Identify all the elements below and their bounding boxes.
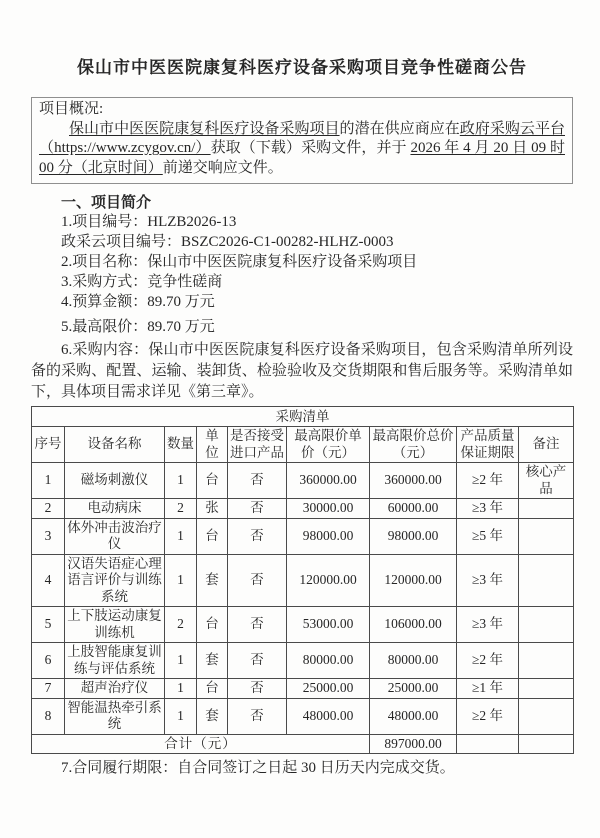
table-cell: 超声治疗仪 — [65, 679, 165, 699]
table-cell: 否 — [228, 518, 287, 554]
table-cell: 台 — [197, 463, 228, 499]
text-segment: 的潜在供应商应在 — [339, 120, 460, 137]
table-cell: 智能温热牵引系统 — [65, 698, 165, 734]
table-title-row — [32, 407, 574, 427]
procurement-table — [31, 406, 574, 754]
section-heading-project-intro: 一、项目简介 — [61, 195, 152, 211]
table-cell: 否 — [228, 499, 287, 519]
table-cell: ≥2 年 — [457, 463, 519, 499]
column-header: 设备名称 — [65, 427, 165, 463]
table-cell: 否 — [228, 679, 287, 699]
table-cell — [519, 698, 574, 734]
text-segment: 获取（下载）采购文件，并于 — [210, 140, 411, 156]
intro-item: 4.预算金额：89.70 万元 — [61, 294, 215, 310]
table-cell: 台 — [197, 679, 228, 699]
table-cell: ≥3 年 — [457, 499, 519, 519]
column-header: 最高限价单价（元） — [287, 427, 370, 463]
table-row — [32, 518, 574, 554]
table-cell: 汉语失语症心理语言评价与训练系统 — [65, 554, 165, 607]
underlined-text-segment: 保山市中医医院康复科医疗设备采购项目 — [69, 120, 340, 137]
table-cell: 53000.00 — [287, 607, 370, 643]
table-cell: 上肢智能康复训练与评估系统 — [65, 643, 165, 679]
table-cell: 台 — [197, 518, 228, 554]
table-cell: 360000.00 — [287, 463, 370, 499]
table-cell: 1 — [165, 518, 197, 554]
total-value: 897000.00 — [370, 734, 457, 754]
project-overview-box — [31, 97, 573, 184]
table-cell — [519, 643, 574, 679]
table-cell: 体外冲击波治疗仪 — [65, 518, 165, 554]
table-cell: 电动病床 — [65, 499, 165, 519]
table-cell: 98000.00 — [287, 518, 370, 554]
table-cell: ≥3 年 — [457, 607, 519, 643]
table-cell: 1 — [165, 463, 197, 499]
table-row — [32, 679, 574, 699]
table-cell: 48000.00 — [370, 698, 457, 734]
underlined-text-segment: 2026 年 4 月 20 日 09 时 00 分（北京时间） — [39, 140, 565, 176]
total-label: 合计（元） — [32, 734, 370, 754]
table-cell: 80000.00 — [370, 643, 457, 679]
table-cell: 套 — [197, 643, 228, 679]
column-header: 最高限价总价（元） — [370, 427, 457, 463]
table-cell — [519, 607, 574, 643]
table-cell: 1 — [165, 698, 197, 734]
table-cell: ≥2 年 — [457, 698, 519, 734]
table-cell: 否 — [228, 554, 287, 607]
table-cell: 2 — [32, 499, 65, 519]
total-empty-cell — [457, 734, 519, 754]
table-cell: 2 — [165, 499, 197, 519]
overview-label: 项目概况: — [39, 101, 104, 117]
table-cell: 25000.00 — [287, 679, 370, 699]
intro-item: 3.采购方式：竞争性磋商 — [61, 274, 223, 290]
table-cell — [519, 499, 574, 519]
table-row — [32, 643, 574, 679]
column-header: 单位 — [197, 427, 228, 463]
table-cell: 25000.00 — [370, 679, 457, 699]
table-cell: ≥5 年 — [457, 518, 519, 554]
table-cell: 1 — [165, 679, 197, 699]
overview-paragraph — [39, 120, 565, 179]
intro-item: 政采云项目编号：BSZC2026-C1-00282-HLHZ-0003 — [61, 234, 394, 250]
table-cell: 8 — [32, 698, 65, 734]
table-row — [32, 698, 574, 734]
table-row — [32, 607, 574, 643]
table-cell: ≥2 年 — [457, 643, 519, 679]
table-cell — [519, 554, 574, 607]
intro-item-list — [31, 212, 573, 337]
column-header: 备注 — [519, 427, 574, 463]
column-header: 数量 — [165, 427, 197, 463]
table-cell: 120000.00 — [287, 554, 370, 607]
intro-item: 1.项目编号：HLZB2026-13 — [61, 214, 237, 230]
table-cell: 30000.00 — [287, 499, 370, 519]
table-cell: 否 — [228, 698, 287, 734]
table-row — [32, 463, 574, 499]
table-cell: 套 — [197, 698, 228, 734]
intro-item: 5.最高限价：89.70 万元 — [61, 319, 215, 335]
column-header: 序号 — [32, 427, 65, 463]
table-total-row — [32, 734, 574, 754]
table-cell: 套 — [197, 554, 228, 607]
table-cell — [519, 679, 574, 699]
table-cell: 80000.00 — [287, 643, 370, 679]
table-cell: 6 — [32, 643, 65, 679]
table-cell: 1 — [32, 463, 65, 499]
table-cell: 2 — [165, 607, 197, 643]
table-cell: 360000.00 — [370, 463, 457, 499]
table-cell: 否 — [228, 463, 287, 499]
column-header: 是否接受进口产品 — [228, 427, 287, 463]
table-cell: 106000.00 — [370, 607, 457, 643]
table-title: 采购清单 — [32, 407, 574, 427]
table-cell: 48000.00 — [287, 698, 370, 734]
table-cell: 核心产品 — [519, 463, 574, 499]
table-cell: ≥3 年 — [457, 554, 519, 607]
table-cell: 台 — [197, 607, 228, 643]
table-cell: 5 — [32, 607, 65, 643]
table-header-row — [32, 427, 574, 463]
underlined-text-segment: 政府采购云平台（https://www.zcygov.cn/） — [39, 120, 565, 156]
table-row — [32, 554, 574, 607]
table-cell: 否 — [228, 643, 287, 679]
intro-item: 2.项目名称：保山市中医医院康复科医疗设备采购项目 — [61, 254, 418, 270]
table-cell: 98000.00 — [370, 518, 457, 554]
table-cell: 4 — [32, 554, 65, 607]
table-cell: 120000.00 — [370, 554, 457, 607]
document-title: 保山市中医医院康复科医疗设备采购项目竞争性磋商公告 — [77, 58, 527, 77]
table-cell: 3 — [32, 518, 65, 554]
table-cell: 否 — [228, 607, 287, 643]
table-cell — [519, 518, 574, 554]
table-cell: 7 — [32, 679, 65, 699]
procurement-content-paragraph: 6.采购内容：保山市中医医院康复科医疗设备采购项目，包含采购清单所列设备的采购、配置、运输、装卸货、检验验收及交货期限和售后服务等。采购清单如下，具体项目需求详见《第三章》。 — [31, 342, 573, 400]
total-empty-cell — [519, 734, 574, 754]
table-cell: 60000.00 — [370, 499, 457, 519]
table-cell: ≥1 年 — [457, 679, 519, 699]
table-row — [32, 499, 574, 519]
table-cell: 张 — [197, 499, 228, 519]
table-cell: 1 — [165, 554, 197, 607]
contract-term-paragraph: 7.合同履行期限：自合同签订之日起 30 日历天内完成交货。 — [61, 760, 455, 776]
table-cell: 上下肢运动康复训练机 — [65, 607, 165, 643]
text-segment: 前递交响应文件。 — [162, 159, 283, 176]
table-cell: 1 — [165, 643, 197, 679]
column-header: 产品质量保证期限 — [457, 427, 519, 463]
table-cell: 磁场刺激仪 — [65, 463, 165, 499]
